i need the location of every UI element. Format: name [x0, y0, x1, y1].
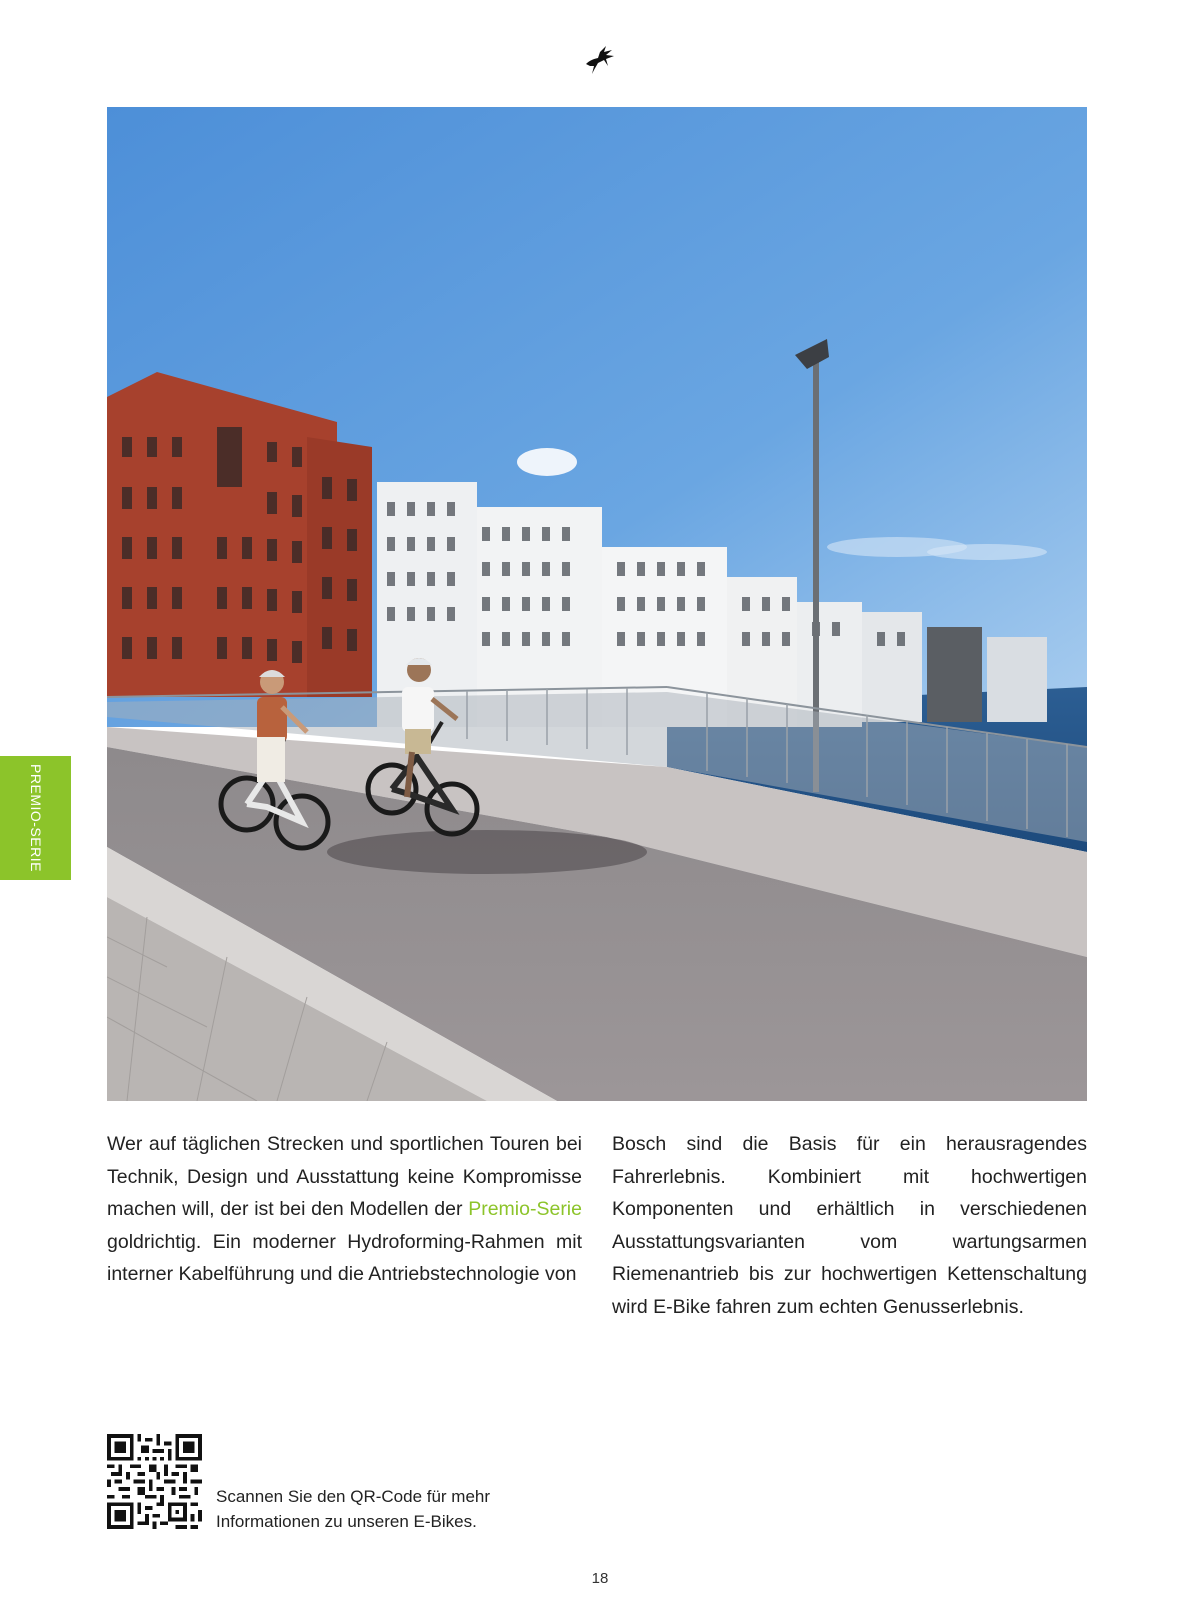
body-text-left-part2: goldrichtig. Ein moderner Hydroforming-Rahmen mit interner Kabelführung und die Antriebstechnologie von: [107, 1230, 582, 1285]
qr-caption-line1: Scannen Sie den QR-Code für mehr: [216, 1487, 491, 1506]
section-side-tab: [0, 756, 71, 880]
pegasus-logo-icon: [584, 44, 618, 76]
two-cyclists-on-bridge-photo: [107, 107, 1087, 1101]
body-text-left-column: [107, 1128, 582, 1291]
qr-code-icon[interactable]: [107, 1434, 202, 1529]
premio-serie-highlight: Premio-Serie: [468, 1198, 582, 1220]
side-tab-label: PREMIO-SERIE: [27, 764, 44, 872]
page-number: 18: [591, 1570, 609, 1587]
body-text-left-part1: Wer auf täglichen Strecken und sportlichen Touren bei Technik, Design und Ausstattung keine Kompromisse machen will, der ist bei den Modellen der: [107, 1133, 582, 1220]
qr-caption-line2: Informationen zu unseren E-Bikes.: [216, 1512, 477, 1531]
body-text-right-column: Bosch sind die Basis für ein herausragendes Fahrerlebnis. Kombiniert mit hochwertigen Komponenten und erhältlich in verschiedenen Ausstattungsvarianten vom wartungsarmen Riemenantrieb bis zur hochwertigen Kettenschaltung wird E-Bike fahren zum echten Genusserlebnis.: [612, 1133, 1087, 1318]
qr-caption: [216, 1484, 516, 1534]
